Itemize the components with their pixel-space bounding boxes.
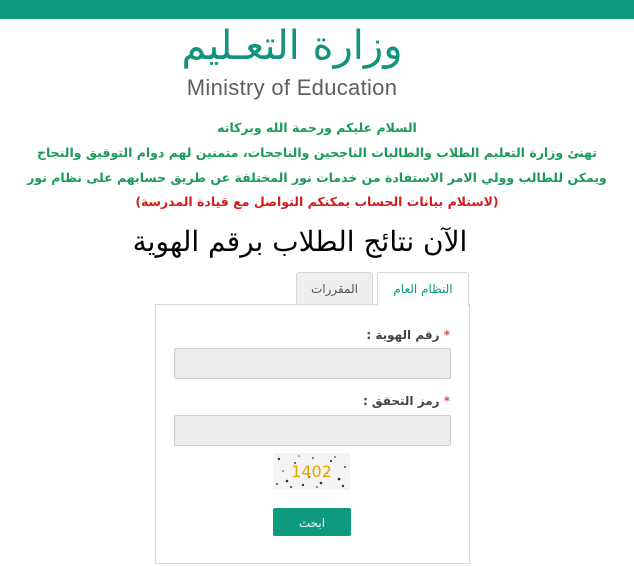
- verification-code-label-text: رمز التحقق :: [362, 394, 440, 408]
- greeting-text: السلام عليكم ورحمة الله وبركاته: [217, 120, 417, 135]
- id-number-input[interactable]: [174, 348, 451, 379]
- required-mark: *: [443, 328, 450, 342]
- logo-arabic: وزارة التعـليم: [181, 23, 403, 69]
- verification-code-label: [10, 393, 450, 409]
- logo-english: Ministry of Education: [186, 75, 398, 100]
- tab-courses[interactable]: المقررات: [296, 272, 373, 304]
- tab-general-system[interactable]: النظام العام: [377, 272, 469, 306]
- congrats-text: تهنئ وزارة التعليم الطلاب والطالبات الناجحين والناجحات، متمنين لهم دوام التوفيق والنجاح: [36, 145, 598, 160]
- page-title: الآن نتائج الطلاب برقم الهوية: [132, 225, 468, 258]
- captcha-code: 1402: [291, 462, 332, 481]
- info-text: ويمكن للطالب وولي الامر الاستفادة من خدمات نور المختلفة عن طريق حسابهم على نظام نور: [27, 170, 607, 185]
- id-label: [10, 327, 450, 343]
- required-mark: *: [443, 394, 450, 408]
- note-text: (لاستلام بيانات الحساب يمكنكم التواصل مع قيادة المدرسة): [135, 194, 499, 209]
- captcha-image: [273, 453, 350, 490]
- search-button[interactable]: ابحث: [273, 508, 351, 536]
- id-label-text: رقم الهوية :: [366, 328, 440, 342]
- verification-code-input[interactable]: [174, 415, 451, 446]
- top-bar: [0, 0, 634, 19]
